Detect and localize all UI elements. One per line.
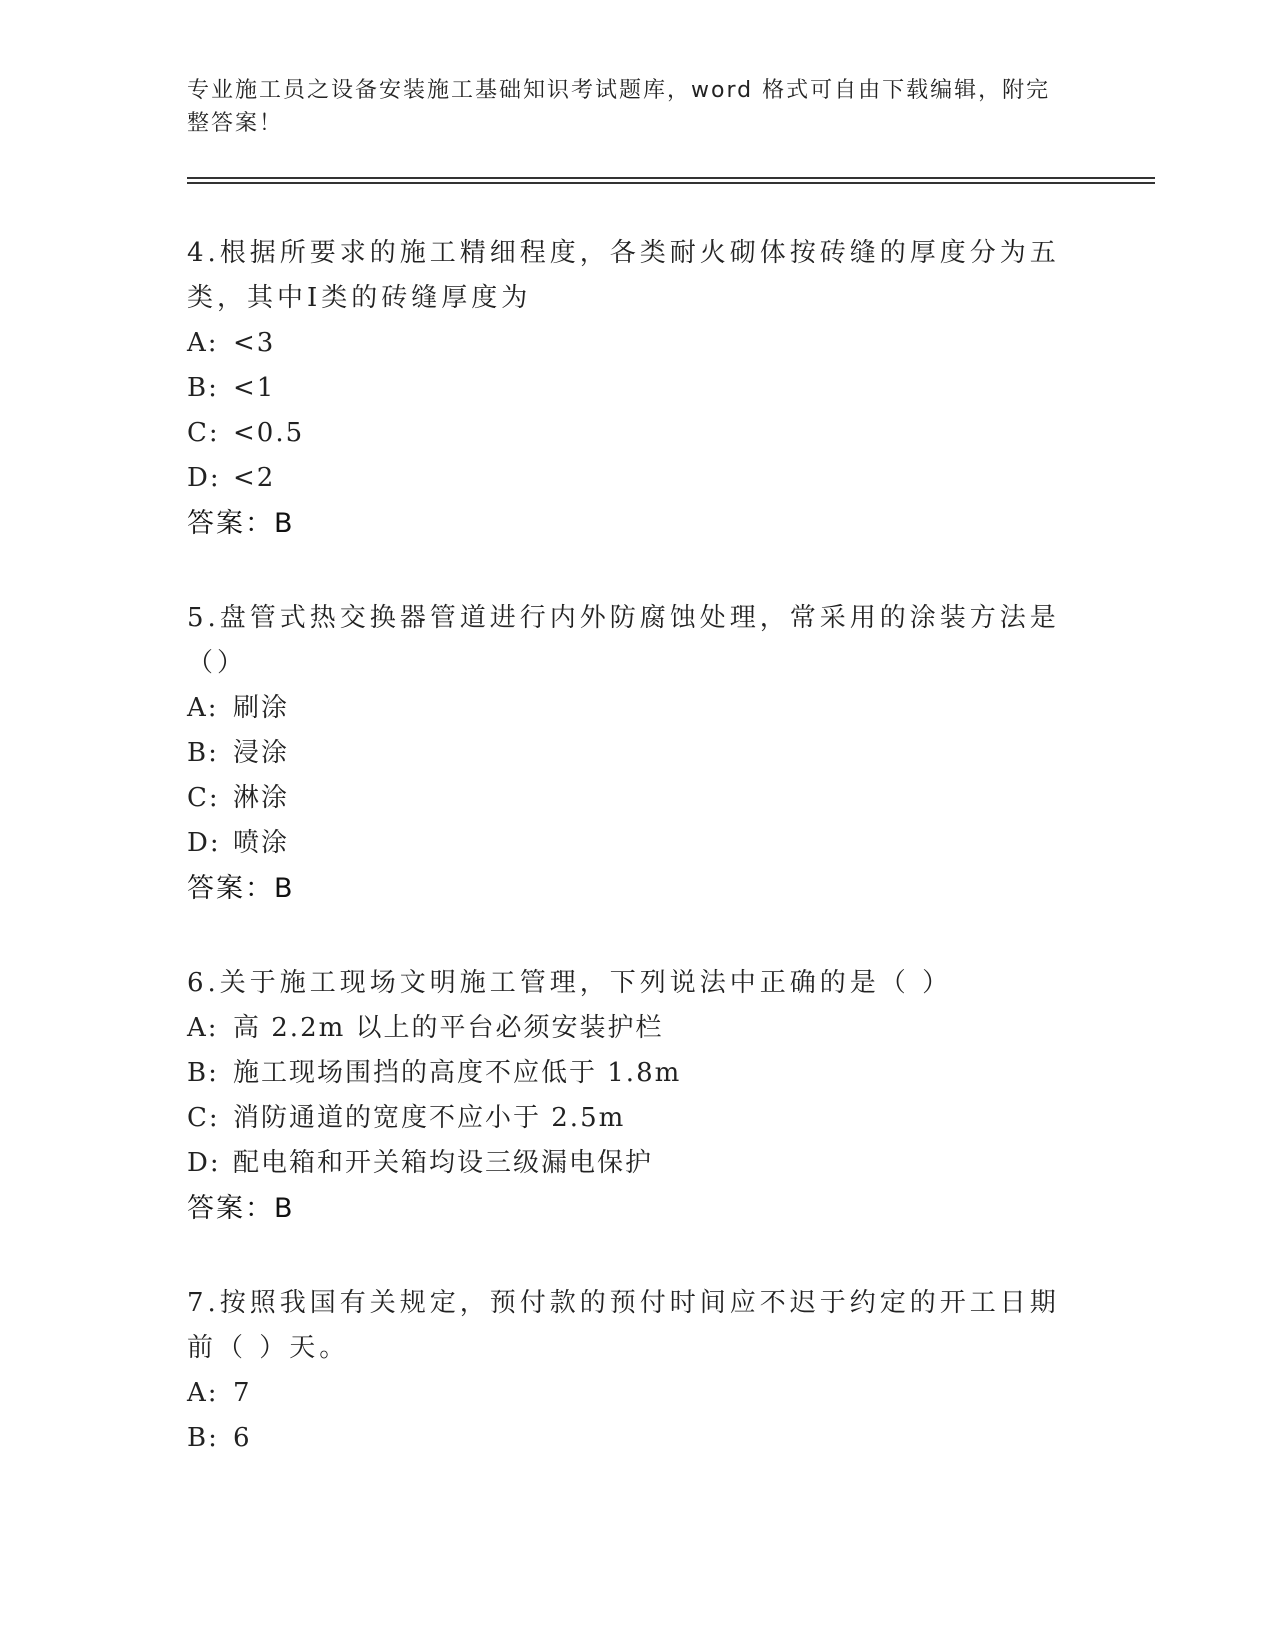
question-5	[187, 596, 1067, 911]
question-text: 4.根据所要求的施工精细程度，各类耐火砌体按砖缝的厚度分为五类，其中Ⅰ类的砖缝厚度为	[187, 238, 1060, 313]
question-4	[187, 231, 1067, 546]
option-b	[187, 1416, 1067, 1461]
option-letter: A:	[187, 1378, 219, 1408]
option-letter: A:	[187, 328, 219, 358]
header-divider-top	[187, 177, 1155, 179]
option-letter: C:	[187, 1103, 220, 1133]
option-d	[187, 1141, 1067, 1186]
header-divider-bottom	[187, 182, 1155, 184]
option-d	[187, 456, 1067, 501]
question-text: 5.盘管式热交换器管道进行内外防腐蚀处理，常采用的涂装方法是（）	[187, 603, 1060, 678]
question-text: 6.关于施工现场文明施工管理，下列说法中正确的是（ ）	[187, 968, 953, 998]
option-text: 高 2.2m 以上的平台必须安装护栏	[233, 1013, 664, 1043]
question-text: 7.按照我国有关规定，预付款的预付时间应不迟于约定的开工日期前（ ）天。	[187, 1288, 1060, 1363]
option-text: 喷涂	[233, 828, 290, 858]
option-text: <0.5	[233, 418, 305, 448]
option-text: 消防通道的宽度不应小于 2.5m	[233, 1103, 626, 1133]
option-a	[187, 321, 1067, 366]
option-text: <1	[233, 373, 276, 403]
option-letter: B:	[187, 1058, 219, 1088]
option-letter: D:	[187, 1148, 221, 1178]
option-letter: B:	[187, 1423, 219, 1453]
option-text: 施工现场围挡的高度不应低于 1.8m	[233, 1058, 682, 1088]
option-d	[187, 821, 1067, 866]
option-text: 浸涂	[233, 738, 290, 768]
option-letter: A:	[187, 1013, 219, 1043]
option-letter: D:	[187, 828, 221, 858]
option-c	[187, 776, 1067, 821]
option-a	[187, 686, 1067, 731]
option-letter: C:	[187, 783, 220, 813]
answer-line: 答案：B	[187, 1193, 295, 1224]
option-letter: D:	[187, 463, 221, 493]
question-6	[187, 961, 1067, 1231]
option-letter: C:	[187, 418, 220, 448]
option-text: 刷涂	[233, 693, 290, 723]
document-header: 专业施工员之设备安装施工基础知识考试题库，word 格式可自由下载编辑，附完整答案！	[187, 78, 1051, 136]
option-a	[187, 1371, 1067, 1416]
option-c	[187, 411, 1067, 456]
option-text: <2	[233, 463, 276, 493]
answer-line: 答案：B	[187, 508, 295, 539]
answer-line: 答案：B	[187, 873, 295, 904]
option-c	[187, 1096, 1067, 1141]
option-letter: A:	[187, 693, 219, 723]
option-b	[187, 731, 1067, 776]
option-text: 6	[233, 1423, 252, 1453]
option-text: 淋涂	[233, 783, 290, 813]
option-b	[187, 366, 1067, 411]
option-a	[187, 1006, 1067, 1051]
option-letter: B:	[187, 738, 219, 768]
option-text: <3	[233, 328, 276, 358]
option-letter: B:	[187, 373, 219, 403]
option-text: 7	[233, 1378, 252, 1408]
option-text: 配电箱和开关箱均设三级漏电保护	[233, 1148, 654, 1178]
option-b	[187, 1051, 1067, 1096]
question-7	[187, 1281, 1067, 1461]
